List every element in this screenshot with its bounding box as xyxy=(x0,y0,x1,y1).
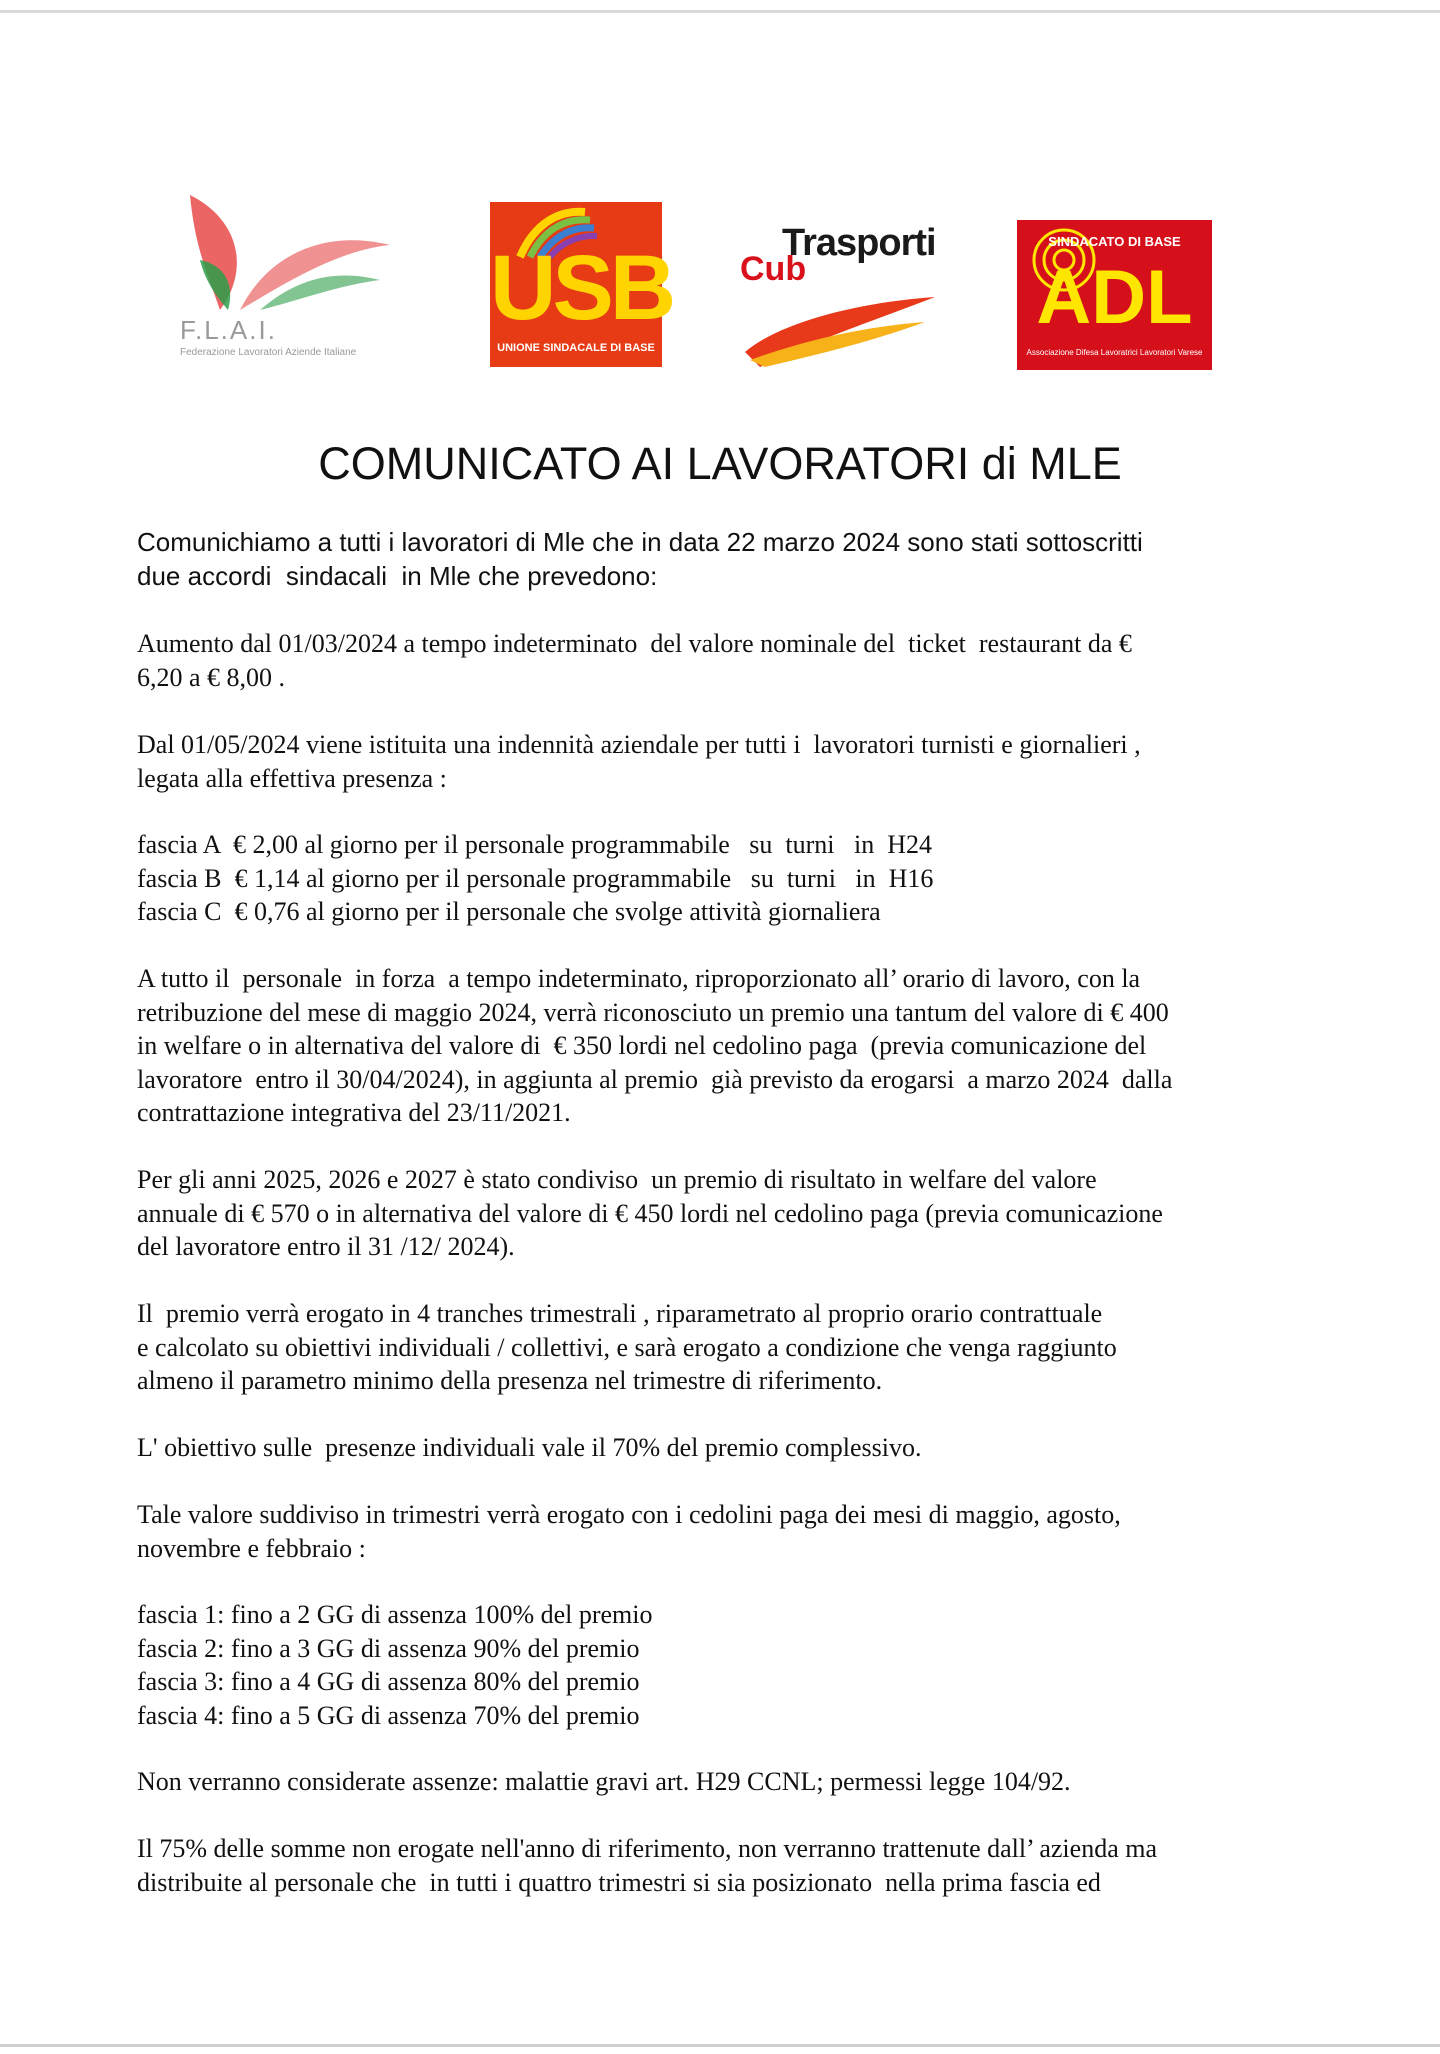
residuo-line: distribuite al personale che in tutti i quattro trimestri si sia posizionato nella prima fascia ed xyxy=(137,1867,1101,1897)
una-tantum-line: contrattazione integrativa del 23/11/2021. xyxy=(137,1098,571,1127)
esclusioni-line: Non verranno considerate assenze: malattie gravi art. H29 CCNL; permessi legge 104/92. xyxy=(137,1767,1071,1796)
flai-subtitle: Federazione Lavoratori Aziende Italiane xyxy=(180,347,357,358)
ticket-line: Aumento dal 01/03/2024 a tempo indeterminato del valore nominale del ticket restaurant da € xyxy=(137,629,1132,658)
intro-line: due accordi sindacali in Mle che prevedono: xyxy=(137,561,658,591)
indennita-paragraph xyxy=(137,728,1317,795)
fasce-lettere-list xyxy=(137,828,1317,929)
tranches-line: almeno il parametro minimo della presenza nel trimestre di riferimento. xyxy=(137,1366,883,1395)
una-tantum-paragraph xyxy=(137,962,1317,1130)
una-tantum-line: A tutto il personale in forza a tempo indeterminato, riproporzionato all’ orario di lavoro, con la xyxy=(137,964,1141,993)
adl-logo xyxy=(1017,220,1212,370)
fascia-item: fascia B € 1,14 al giorno per il personale programmabile su turni in H16 xyxy=(137,863,934,893)
ticket-paragraph xyxy=(137,627,1317,694)
residuo-paragraph xyxy=(137,1832,1317,1899)
indennita-line: legata alla effettiva presenza : xyxy=(137,763,447,793)
indennita-line: Dal 01/05/2024 viene istituita una indennità aziendale per tutti i lavoratori turnisti e giornalieri , xyxy=(137,730,1141,759)
obiettivo-paragraph xyxy=(137,1431,1317,1465)
premio-risultato-paragraph xyxy=(137,1163,1317,1264)
adl-subtitle: Associazione Difesa Lavoratrici Lavoratori Varese xyxy=(1026,348,1203,357)
page-title: COMUNICATO AI LAVORATORI di MLE xyxy=(318,438,1122,489)
top-border xyxy=(0,10,1440,13)
tranches-paragraph xyxy=(137,1297,1317,1398)
tranches-line: Il premio verrà erogato in 4 tranches trimestrali , riparametrato al proprio orario contrattuale xyxy=(137,1299,1103,1328)
una-tantum-line: in welfare o in alternativa del valore di € 350 lordi nel cedolino paga (previa comunicazione del xyxy=(137,1031,1147,1060)
fascia-item: fascia A € 2,00 al giorno per il personale programmabile su turni in H24 xyxy=(137,830,932,859)
flai-name: F.L.A.I. xyxy=(180,315,277,345)
fascia-item: fascia 4: fino a 5 GG di assenza 70% del premio xyxy=(137,1700,640,1730)
obiettivo-line: L' obiettivo sulle presenze individuali vale il 70% del premio complessivo. xyxy=(137,1433,922,1462)
trimestri-paragraph xyxy=(137,1498,1317,1565)
residuo-line: Il 75% delle somme non erogate nell'anno di riferimento, non verranno trattenute dall’ azienda ma xyxy=(137,1834,1157,1863)
cub-trasporti-logo xyxy=(740,222,940,367)
bottom-border xyxy=(0,2044,1440,2047)
intro-paragraph xyxy=(137,525,1317,593)
intro-line: Comunichiamo a tutti i lavoratori di Mle che in data 22 marzo 2024 sono stati sottoscritti xyxy=(137,527,1143,557)
usb-name: USB xyxy=(490,237,673,339)
fasce-numeri-list xyxy=(137,1598,1317,1732)
una-tantum-line: retribuzione del mese di maggio 2024, verrà riconosciuto un premio una tantum del valore di € 400 xyxy=(137,997,1169,1027)
flai-logo xyxy=(180,190,395,360)
trimestri-line: Tale valore suddiviso in trimestri verrà erogato con i cedolini paga dei mesi di maggio, agosto, xyxy=(137,1500,1121,1529)
fascia-item: fascia 3: fino a 4 GG di assenza 80% del premio xyxy=(137,1667,640,1696)
fascia-item: fascia 1: fino a 2 GG di assenza 100% del premio xyxy=(137,1600,653,1629)
flai-leaf-icon xyxy=(180,190,395,315)
cub-prefix: Cub xyxy=(740,250,807,288)
premio-line: Per gli anni 2025, 2026 e 2027 è stato condiviso un premio di risultato in welfare del valore xyxy=(137,1165,1097,1194)
fascia-item: fascia 2: fino a 3 GG di assenza 90% del premio xyxy=(137,1633,640,1663)
fascia-item: fascia C € 0,76 al giorno per il personale che svolge attività giornaliera xyxy=(137,897,881,926)
adl-top-label: SINDACATO DI BASE xyxy=(1048,234,1181,249)
cub-trasporti-name: Trasporti xyxy=(782,222,936,264)
usb-subtitle: UNIONE SINDACALE DI BASE xyxy=(497,342,655,354)
usb-logo xyxy=(490,202,673,367)
cub-brushstroke-icon xyxy=(740,282,940,367)
tranches-line: e calcolato su obiettivi individuali / collettivi, e sarà erogato a condizione che venga raggiunto xyxy=(137,1332,1117,1362)
adl-name: ADL xyxy=(1036,255,1193,340)
ticket-line: 6,20 a € 8,00 . xyxy=(137,662,286,692)
esclusioni-paragraph xyxy=(137,1765,1317,1799)
una-tantum-line: lavoratore entro il 30/04/2024), in aggiunta al premio già previsto da erogarsi a marzo 2024 dalla xyxy=(137,1064,1173,1094)
premio-line: annuale di € 570 o in alternativa del valore di € 450 lordi nel cedolino paga (previa comunicazione xyxy=(137,1198,1163,1228)
trimestri-line: novembre e febbraio : xyxy=(137,1533,366,1563)
premio-line: del lavoratore entro il 31 /12/ 2024). xyxy=(137,1232,515,1261)
